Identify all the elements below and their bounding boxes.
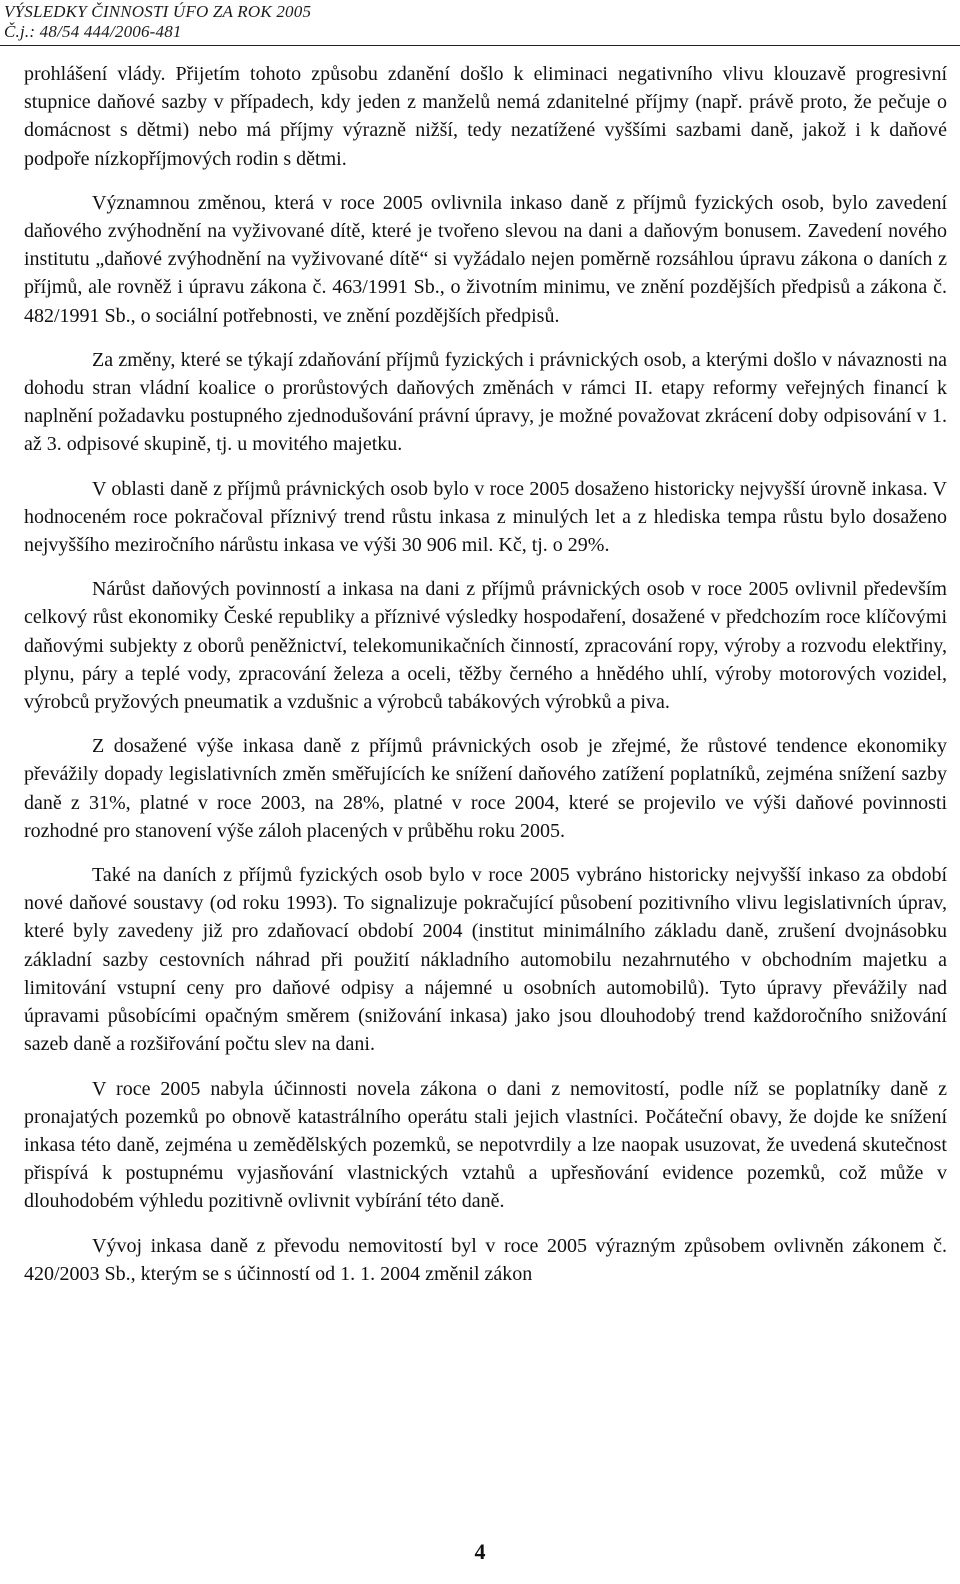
page-number: 4: [474, 1539, 486, 1564]
header-reference: Č.j.: 48/54 444/2006-481: [4, 22, 182, 41]
paragraph-5: Nárůst daňových povinností a inkasa na dani z příjmů právnických osob v roce 2005 ovlivnil především celkový růst ekonomiky České republiky a příznivé výsledky hospodaření, dosažené v předchozím roce klíčovými daňovými subjekty z oborů peněžnictví, telekomunikačních činností, zpracování ropy, výroby a rozvodu elektřiny, plynu, páry a teplé vody, zpracování železa a oceli, těžby černého a hnědého uhlí, výroby motorových vozidel, výrobců pryžových pneumatik a vzdušnic a výrobců tabákových výrobků a piva.: [24, 578, 947, 714]
header-title: VÝSLEDKY ČINNOSTI ÚFO ZA ROK 2005: [4, 2, 312, 21]
paragraph-4: V oblasti daně z příjmů právnických osob bylo v roce 2005 dosaženo historicky nejvyšší úrovně inkasa. V hodnoceném roce pokračoval příznivý trend růstu inkasa z minulých let a z hlediska tempa růstu bylo dosaženo nejvyššího meziročního nárůstu inkasa ve výši 30 906 mil. Kč, tj. o 29%.: [24, 477, 947, 557]
running-header: [4, 2, 311, 42]
paragraph-3: Za změny, které se týkají zdaňování příjmů fyzických i právnických osob, a kterými došlo v návaznosti na dohodu stran vládní koalice o prorůstových daňových změnách v rámci II. etapy reformy veřejných financí k naplnění požadavku postupného zjednodušování právní úpravy, je možné považovat zkrácení doby odpisování v 1. až 3. odpisové skupině, tj. u movitého majetku.: [24, 348, 947, 456]
paragraph-6: Z dosažené výše inkasa daně z příjmů právnických osob je zřejmé, že růstové tendence ekonomiky převážily dopady legislativních změn směřujících ke snížení daňového zatížení poplatníků, zejména snížení sazby daně z 31%, platné v roce 2003, na 28%, platné v roce 2004, které se projevilo ve výši daňové povinnosti rozhodné pro stanovení výše záloh placených v průběhu roku 2005.: [24, 735, 947, 842]
document-body: [24, 60, 947, 1304]
paragraph-8: V roce 2005 nabyla účinnosti novela zákona o dani z nemovitostí, podle níž se poplatníky daně z pronajatých pozemků po obnově katastrálního operátu stali jejich vlastníci. Počáteční obavy, že dojde ke snížení inkasa této daně, zejména u zemědělských pozemků, se nepotvrdily a lze naopak usuzovat, že uvedená skutečnost přispívá k postupnému vyjasňování vlastnických vztahů a upřesňování evidence pozemků, což může v dlouhodobém výhledu pozitivně ovlivnit vybírání této daně.: [24, 1077, 947, 1213]
paragraph-9: Vývoj inkasa daně z převodu nemovitostí byl v roce 2005 výrazným způsobem ovlivněn zákonem č. 420/2003 Sb., kterým se s účinností od 1. 1. 2004 změnil zákon: [24, 1234, 947, 1285]
paragraph-1: prohlášení vlády. Přijetím tohoto způsobu zdanění došlo k eliminaci negativního vlivu klouzavě progresivní stupnice daňové sazby v případech, kdy jeden z manželů nemá zdanitelné příjmy (např. právě proto, že pečuje o domácnost s dětmi) nebo má příjmy výrazně nižší, tedy nezatížené vyššími sazbami daně, jakož i k daňové podpoře nízkopříjmových rodin s dětmi.: [24, 63, 947, 170]
paragraph-7: Také na daních z příjmů fyzických osob bylo v roce 2005 vybráno historicky nejvyšší inkaso za období nové daňové soustavy (od roku 1993). To signalizuje pokračující působení pozitivního vlivu legislativních úprav, které byly zavedeny již pro zdaňovací období 2004 (institut minimálního základu daně, zrušení dvojnásobku základní sazby cestovních náhrad při použití nákladního automobilu nezahrnutého v obchodním majetku a limitování vstupní ceny pro daňové odpisy a nájemné u osobních automobilů). Tyto úpravy převážily nad úpravami působícími opačným směrem (snižování inkasa) jako jsou dlouhodobý trend každoročního snižování sazeb daně a rozšiřování počtu slev na dani.: [24, 864, 947, 1056]
header-divider: [0, 45, 960, 46]
paragraph-2: Významnou změnou, která v roce 2005 ovlivnila inkaso daně z příjmů fyzických osob, bylo zavedení daňového zvýhodnění na vyživované dítě, které je tvořeno slevou na dani a daňovým bonusem. Zavedení nového institutu „daňové zvýhodnění na vyživované dítě“ si vyžádalo nejen poměrně rozsáhlou úpravu zákona o daních z příjmů, ale rovněž i úpravu zákona č. 463/1991 Sb., o životním minimu, ve znění pozdějších předpisů a zákona č. 482/1991 Sb., o sociální potřebnosti, ve znění pozdějších předpisů.: [24, 191, 947, 327]
